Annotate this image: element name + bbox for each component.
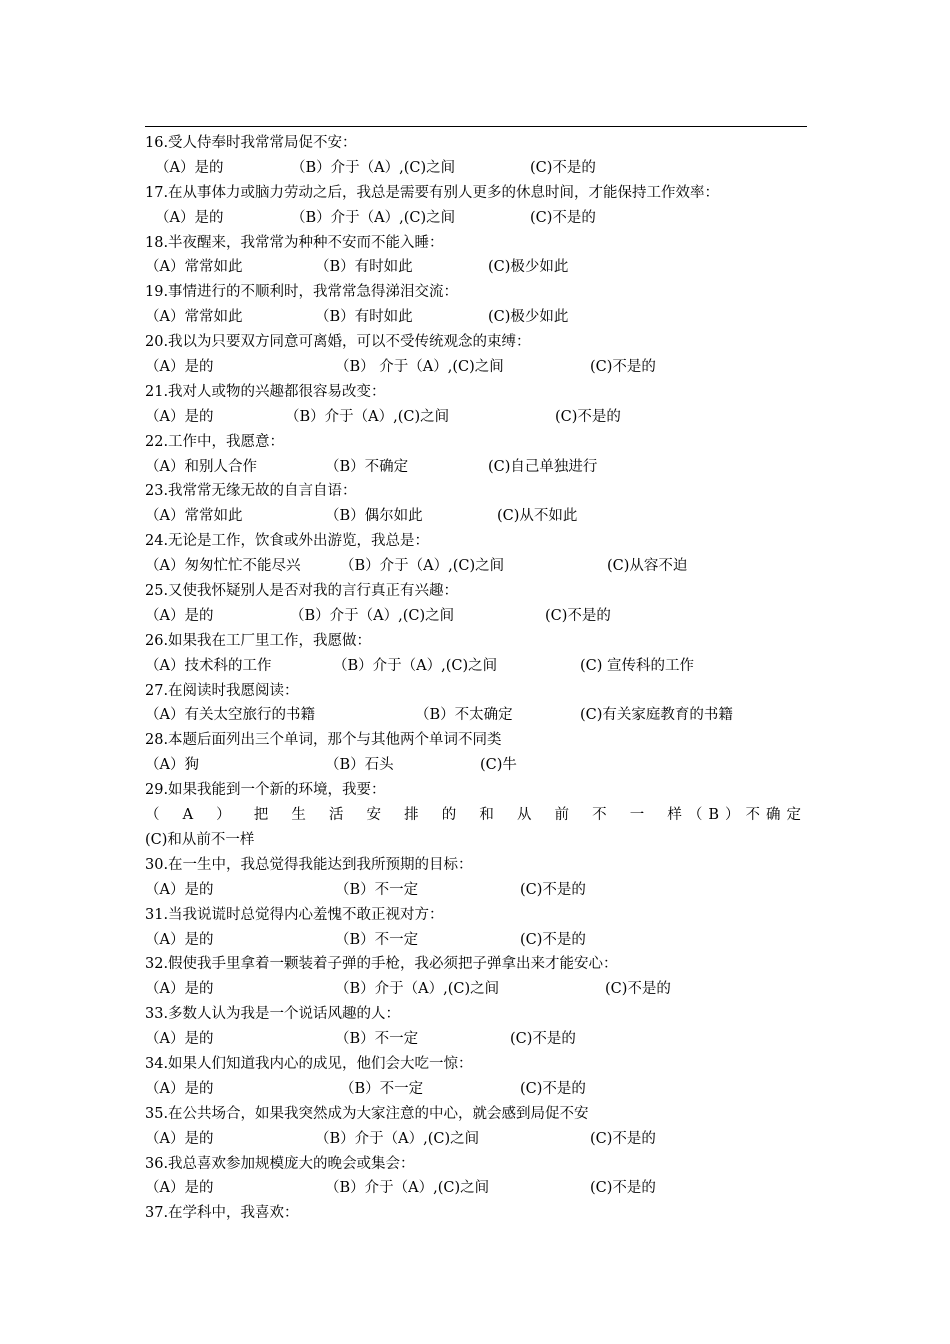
option-b: （B）不太确定 [415,707,513,724]
option-c: (C)不是的 [520,881,586,898]
option-a: （A）常常如此 [145,309,243,326]
option-c: (C) 宣传科的工作 [580,657,695,674]
option-a: （A）把生活安排的和从前不一样 [145,807,688,824]
option-c: (C)不是的 [590,359,656,376]
option-b: （B）介于（A）,(C)之间 [285,408,450,425]
options-line [145,654,807,679]
option-a: （A）是的 [145,981,214,998]
option-a: （A）是的 [145,408,214,425]
options-line [145,206,807,231]
option-a: （A）是的 [145,607,214,624]
option-a: （A）是的 [145,1080,214,1097]
question-line [145,679,807,704]
option-a: （A）是的 [145,1180,214,1197]
option-b: （B）介于（A）,(C)之间 [290,607,455,624]
question-text: 27.在阅读时我愿阅读： [145,682,299,699]
question-line [145,853,807,878]
option-b: （B）介于（A）,(C)之间 [340,558,505,575]
option-b: （B）不一定 [340,1080,424,1097]
option-a: （A）是的 [155,159,224,176]
question-line [145,479,807,504]
option-c: (C)有关家庭教育的书籍 [580,707,733,724]
option-b: （B）偶尔如此 [325,508,423,525]
option-c: (C)极少如此 [488,309,569,326]
question-text: 20.我以为只要双方同意可离婚，可以不受传统观念的束缚： [145,334,531,351]
question-text: 16.受人侍奉时我常常局促不安： [145,135,357,151]
option-c: (C)不是的 [590,1180,656,1197]
question-text: 34.如果人们知道我内心的成见，他们会大吃一惊： [145,1055,473,1072]
question-line [145,529,807,554]
options-line [145,355,807,380]
option-a: （A）和别人合作 [145,458,257,475]
question-line [145,629,807,654]
option-c: (C)自己单独进行 [488,458,598,475]
question-text: 17.在从事体力或脑力劳动之后，我总是需要有别人更多的休息时间，才能保持工作效率： [145,184,720,201]
option-c: (C)不是的 [530,159,596,176]
option-c: (C)从不如此 [497,508,578,525]
option-b: （B）有时如此 [315,259,413,276]
question-text: 19.事情进行的不顺利时，我常常急得涕泪交流： [145,284,459,301]
option-c: (C)不是的 [545,607,611,624]
question-line [145,231,807,256]
option-b: （B）不一定 [335,1031,419,1048]
option-b: （B）介于（A）,(C)之间 [315,1130,480,1147]
option-c: (C)不是的 [590,1130,656,1147]
option-c: (C)牛 [480,757,517,774]
options-line [145,803,807,828]
options-line [145,977,807,1002]
option-a: （A）是的 [145,881,214,898]
question-text: 23.我常常无缘无故的自言自语： [145,483,357,500]
option-b: （B）不确定 [325,458,409,475]
question-line [145,1152,807,1177]
question-text: 24.无论是工作，饮食或外出游览，我总是： [145,533,430,550]
option-b: （B）介于（A）,(C)之间 [291,209,456,226]
options-line [145,828,807,853]
option-b: （B）介于（A）,(C)之间 [325,1180,490,1197]
question-text: 31.当我说谎时总觉得内心羞愧不敢正视对方： [145,906,444,923]
options-spread [145,803,807,828]
options-line [145,703,807,728]
question-line [145,1201,807,1226]
options-line [145,604,807,629]
question-text: 36.我总喜欢参加规模庞大的晚会或集会： [145,1155,415,1172]
option-c: (C)不是的 [530,209,596,226]
option-c: (C)和从前不一样 [145,831,255,848]
question-text: 33.多数人认为我是一个说话风趣的人： [145,1006,401,1023]
options-line [145,753,807,778]
options-line [145,1027,807,1052]
option-a: （A）常常如此 [145,508,243,525]
question-line [145,728,807,753]
option-c: (C)极少如此 [488,259,569,276]
question-line [145,778,807,803]
option-b: （B）介于（A）,(C)之间 [291,159,456,176]
option-b: （B）不一定 [335,881,419,898]
question-text: 37.在学科中，我喜欢： [145,1205,299,1222]
options-line [145,455,807,480]
option-c: (C)不是的 [520,1080,586,1097]
question-text: 21.我对人或物的兴趣都很容易改变： [145,383,386,400]
question-line [145,952,807,977]
question-line [145,1052,807,1077]
question-text: 35.在公共场合，如果我突然成为大家注意的中心，就会感到局促不安 [145,1105,589,1122]
option-c: (C)不是的 [520,931,586,948]
option-a: （A）狗 [145,757,199,774]
question-line [145,280,807,305]
options-line [145,1077,807,1102]
question-line [145,579,807,604]
question-text: 30.在一生中，我总觉得我能达到我所预期的目标： [145,856,473,873]
options-line [145,1127,807,1152]
option-b: （B）不确定 [687,807,807,824]
header-rule [145,126,807,127]
options-line [145,928,807,953]
options-line [145,878,807,903]
question-line [145,131,807,156]
question-text: 18.半夜醒来，我常常为种种不安而不能入睡： [145,234,444,251]
question-line [145,430,807,455]
option-c: (C)不是的 [605,981,671,998]
option-a: （A）是的 [145,1031,214,1048]
question-text: 26.如果我在工厂里工作，我愿做： [145,632,372,649]
option-a: （A）有关太空旅行的书籍 [145,707,315,724]
option-b: （B）石头 [325,757,394,774]
question-text: 28.本题后面列出三个单词，那个与其他两个单词不同类 [145,732,502,749]
option-a: （A）常常如此 [145,259,243,276]
options-line [145,405,807,430]
question-text: 32.假使我手里拿着一颗装着子弹的手枪，我必须把子弹拿出来才能安心： [145,956,618,973]
option-b: （B）不一定 [335,931,419,948]
question-line [145,380,807,405]
question-line [145,903,807,928]
option-b: （B）介于（A）,(C)之间 [333,657,498,674]
question-line [145,1102,807,1127]
options-line [145,504,807,529]
question-text: 25.又使我怀疑别人是否对我的言行真正有兴趣： [145,583,459,600]
options-line [145,1176,807,1201]
question-text: 22.工作中，我愿意： [145,433,285,450]
option-b: （B）有时如此 [315,309,413,326]
options-line [145,156,807,181]
question-text: 29.如果我能到一个新的环境，我要： [145,782,386,799]
option-a: （A）是的 [145,359,214,376]
option-a: （A）匆匆忙忙不能尽兴 [145,558,301,575]
question-line [145,1002,807,1027]
option-a: （A）是的 [145,931,214,948]
options-line [145,554,807,579]
option-b: （B） 介于（A）,(C)之间 [335,359,504,376]
option-c: (C)不是的 [555,408,621,425]
option-c: (C)不是的 [510,1031,576,1048]
option-a: （A）是的 [145,1130,214,1147]
options-line [145,305,807,330]
options-line [145,255,807,280]
question-line [145,181,807,206]
option-c: (C)从容不迫 [607,558,688,575]
option-b: （B）介于（A）,(C)之间 [335,981,500,998]
option-a: （A）是的 [155,209,224,226]
question-line [145,330,807,355]
option-a: （A）技术科的工作 [145,657,272,674]
questionnaire-content [145,131,807,1226]
